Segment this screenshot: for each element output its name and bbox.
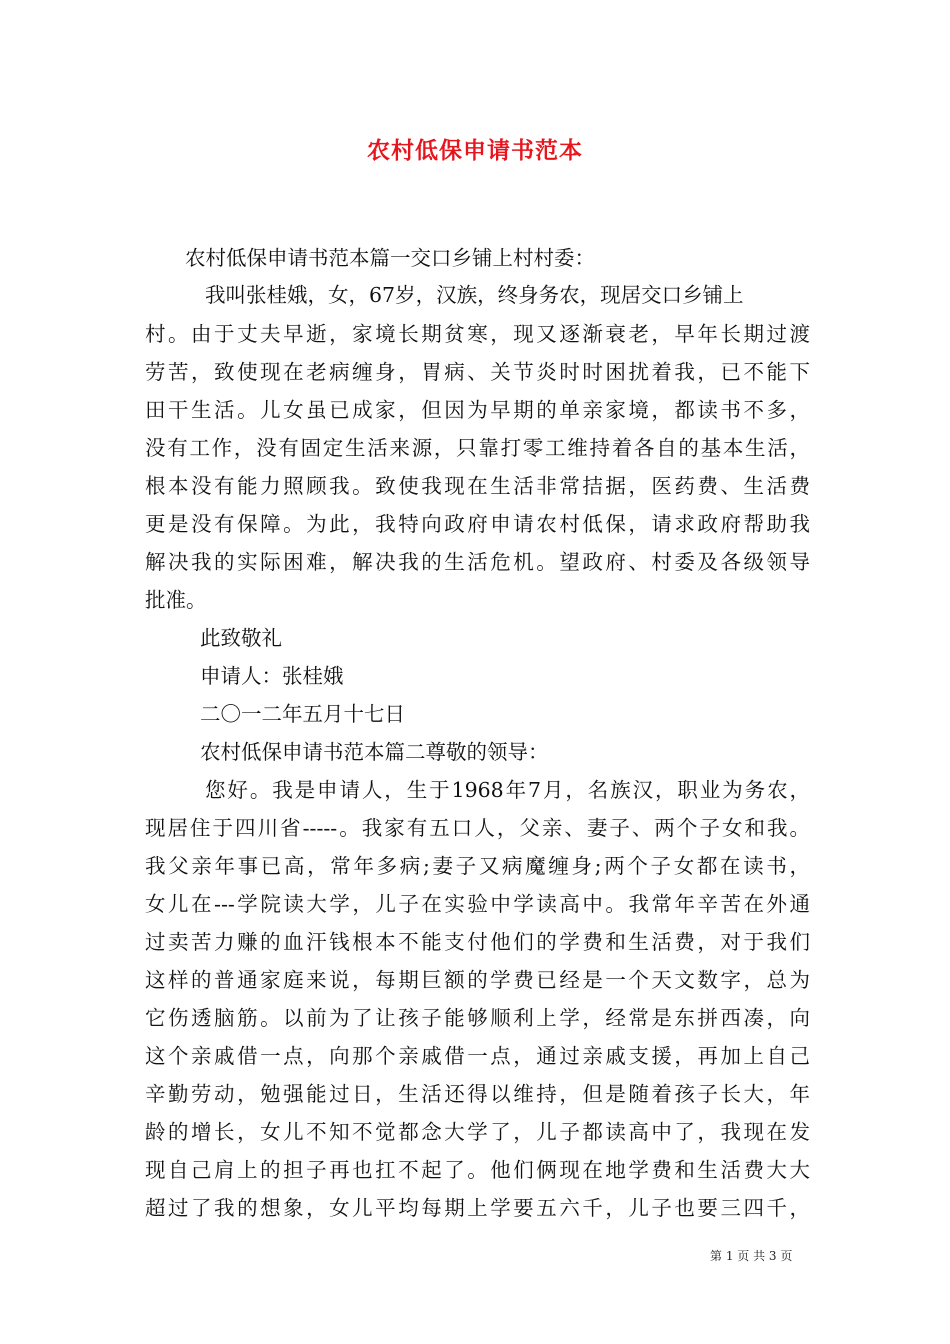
text-line: 二〇一二年五月十七日 [200,702,405,726]
page-footer: 第 1 页 共 3 页 [710,1249,793,1263]
text-line: 辛勤劳动，勉强能过日，生活还得以维持，但是随着孩子长大，年 [145,1082,810,1106]
text-line: 龄的增长，女儿不知不觉都念大学了，儿子都读高中了，我现在发 [145,1120,810,1144]
text-line: 女儿在---学院读大学，儿子在实验中学读高中。我常年辛苦在外通 [145,892,810,916]
text-line: 农村低保申请书范本篇一交口乡铺上村村委： [185,246,595,270]
text-line: 它伤透脑筋。以前为了让孩子能够顺利上学，经常是东拼西凑，向 [145,1006,810,1030]
text-line: 现居住于四川省-----。我家有五口人，父亲、妻子、两个子女和我。 [145,816,810,840]
text-line: 这样的普通家庭来说，每期巨额的学费已经是一个天文数字，总为 [145,968,810,992]
text-line: 我父亲年事已高，常年多病;妻子又病魔缠身;两个子女都在读书， [145,854,810,878]
text-line: 没有工作，没有固定生活来源，只靠打零工维持着各自的基本生活， [145,436,810,460]
text-line: 根本没有能力照顾我。致使我现在生活非常拮据，医药费、生活费 [145,474,810,498]
text-line: 此致敬礼 [200,626,282,650]
text-line: 田干生活。儿女虽已成家，但因为早期的单亲家境，都读书不多， [145,398,810,422]
text-line: 超过了我的想象，女儿平均每期上学要五六千，儿子也要三四千， [145,1196,810,1220]
text-line: 批准。 [145,588,207,612]
text-line: 我叫张桂娥，女，67岁，汉族，终身务农，现居交口乡铺上 [205,283,744,307]
text-line: 更是没有保障。为此，我特向政府申请农村低保，请求政府帮助我 [145,512,810,536]
text-line: 解决我的实际困难，解决我的生活危机。望政府、村委及各级领导 [145,550,810,574]
text-line: 劳苦，致使现在老病缠身，胃病、关节炎时时困扰着我，已不能下 [145,360,810,384]
text-line: 申请人：张桂娥 [200,664,344,688]
text-line: 您好。我是申请人，生于1968年7月，名族汉，职业为务农， [205,778,810,802]
text-line: 这个亲戚借一点，向那个亲戚借一点，通过亲戚支援，再加上自己 [145,1044,810,1068]
text-line: 村。由于丈夫早逝，家境长期贫寒，现又逐渐衰老，早年长期过渡 [145,322,810,346]
text-line: 过卖苦力赚的血汗钱根本不能支付他们的学费和生活费，对于我们 [145,930,810,954]
page-title: 农村低保申请书范本 [367,137,583,164]
text-line: 现自己肩上的担子再也扛不起了。他们俩现在地学费和生活费大大 [145,1158,810,1182]
text-line: 农村低保申请书范本篇二尊敬的领导： [200,740,549,764]
